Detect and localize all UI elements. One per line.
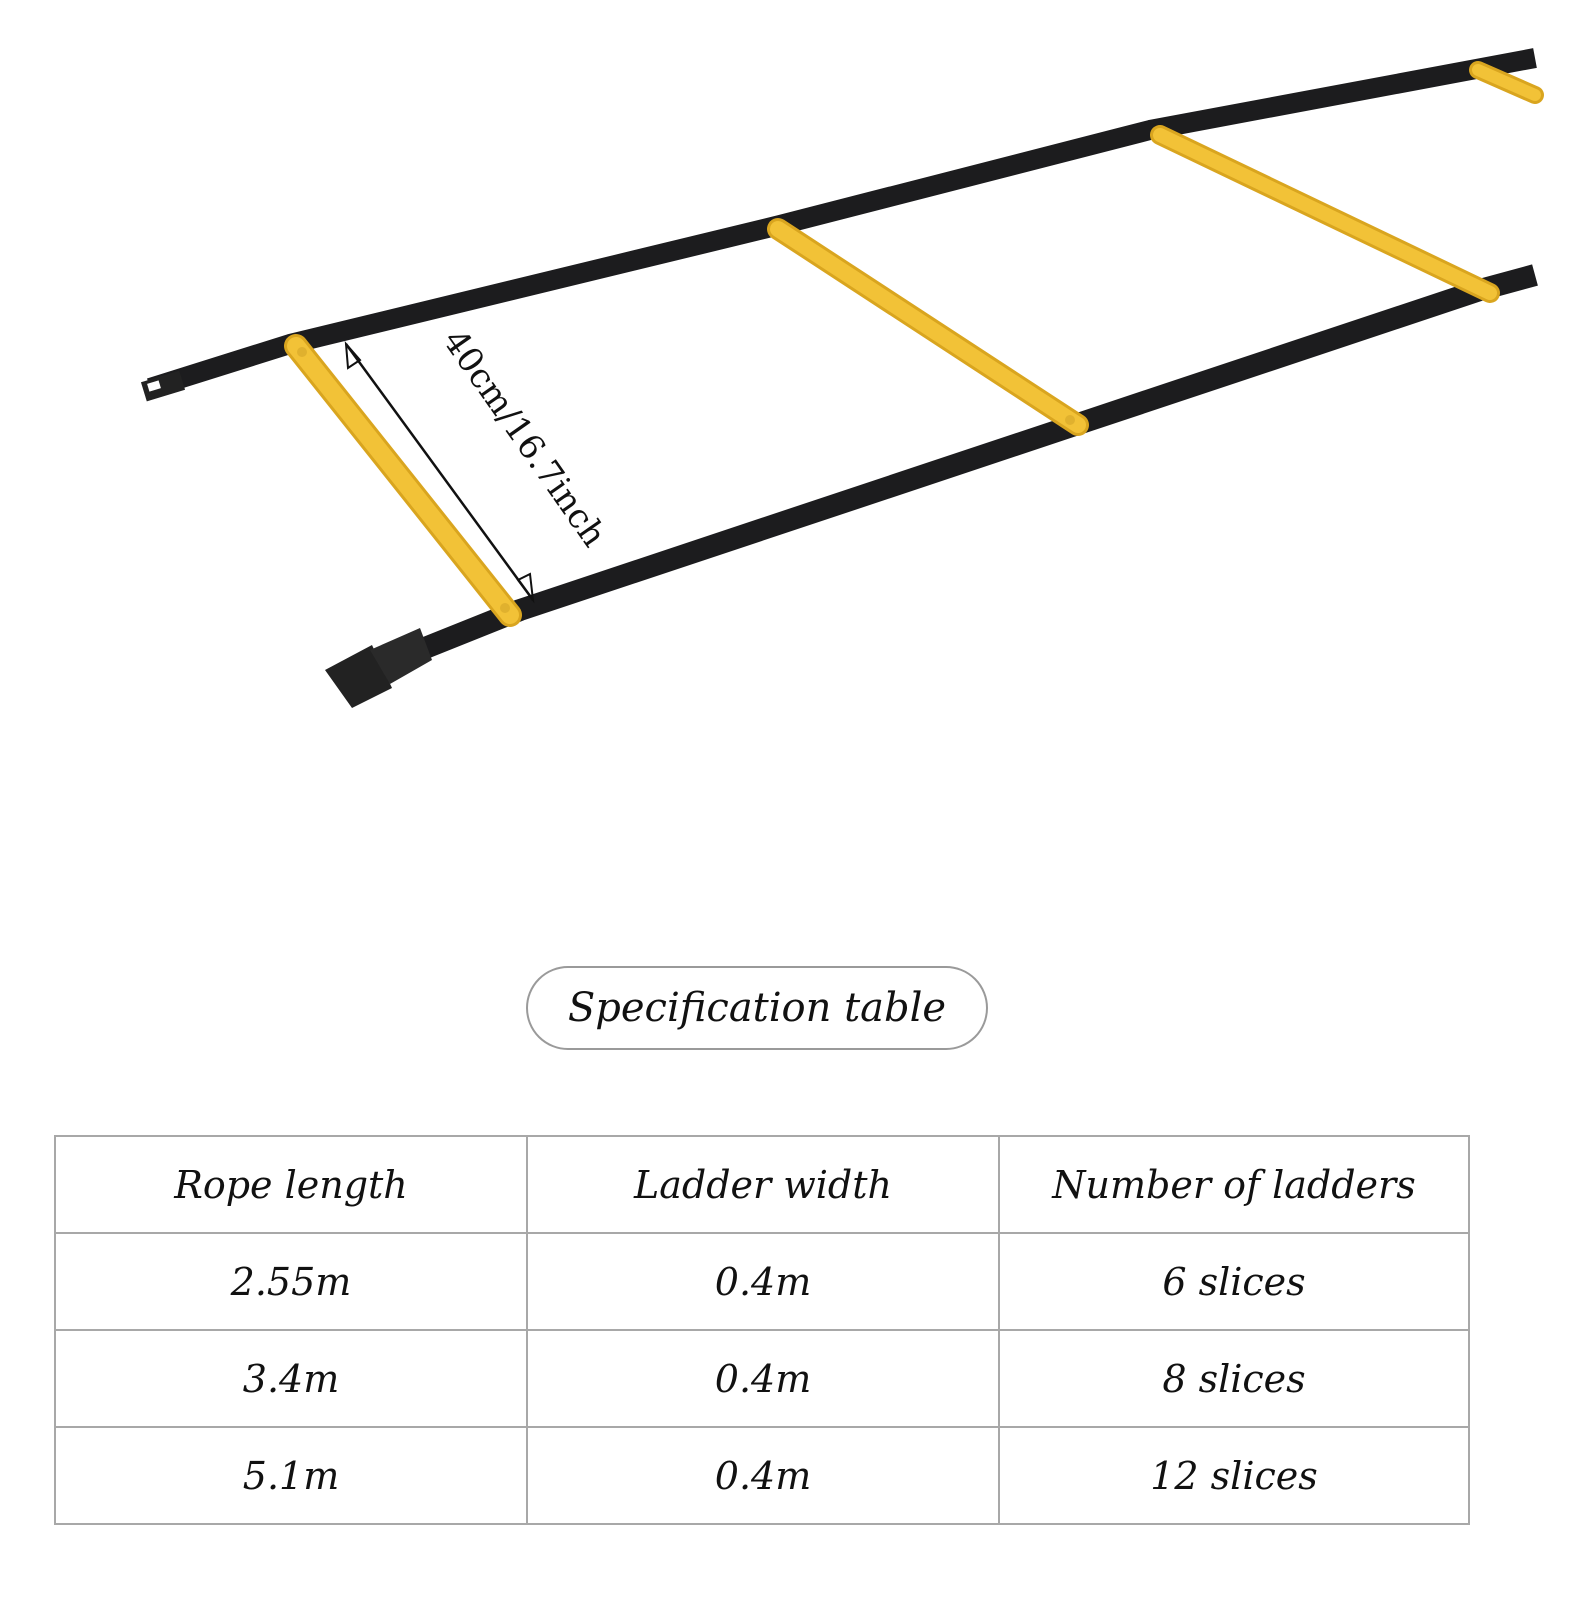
cell-number-of-ladders: 8 slices — [999, 1330, 1469, 1427]
cell-number-of-ladders: 6 slices — [999, 1233, 1469, 1330]
cell-number-of-ladders: 12 slices — [999, 1427, 1469, 1524]
spec-title-pill — [526, 966, 988, 1050]
table-row — [55, 1427, 1469, 1524]
cell-rope-length: 5.1m — [55, 1427, 527, 1524]
table-row — [55, 1233, 1469, 1330]
header-rope-length: Rope length — [55, 1136, 527, 1233]
table-row — [55, 1330, 1469, 1427]
cell-ladder-width: 0.4m — [527, 1330, 999, 1427]
ladder-rung-4 — [1478, 70, 1535, 95]
spec-table — [54, 1135, 1470, 1525]
agility-ladder-illustration — [0, 0, 1585, 760]
cell-ladder-width: 0.4m — [527, 1233, 999, 1330]
spec-title: Specification table — [567, 985, 947, 1031]
header-number-of-ladders: Number of ladders — [999, 1136, 1469, 1233]
width-dimension-label: 40cm/16.7inch — [434, 322, 614, 555]
bottom-buckle-icon — [325, 628, 432, 708]
ladder-rung-3 — [1160, 135, 1490, 293]
cell-rope-length: 3.4m — [55, 1330, 527, 1427]
cell-ladder-width: 0.4m — [527, 1427, 999, 1524]
header-ladder-width: Ladder width — [527, 1136, 999, 1233]
ladder-rung-2 — [778, 229, 1078, 425]
cell-rope-length: 2.55m — [55, 1233, 527, 1330]
table-header-row — [55, 1136, 1469, 1233]
